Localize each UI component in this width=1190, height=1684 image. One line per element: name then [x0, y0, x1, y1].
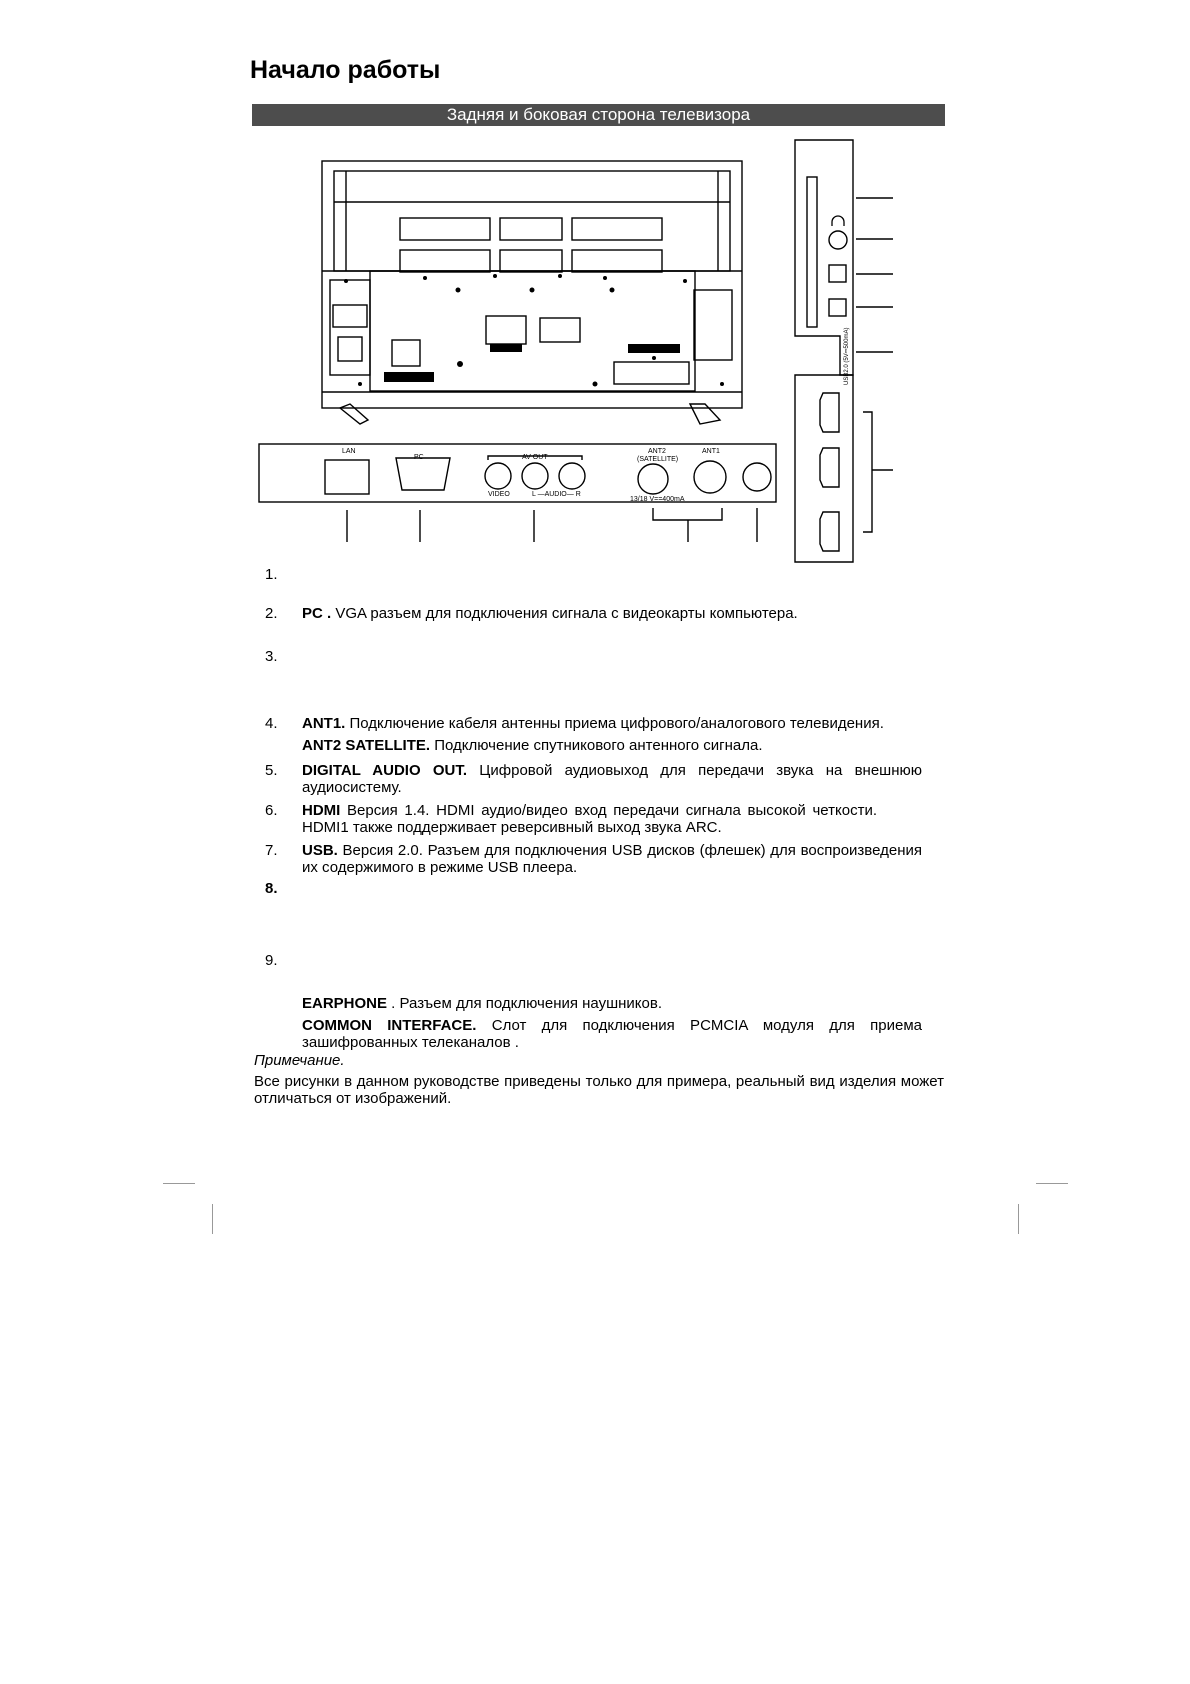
item-4b-term: ANT2 SATELLITE. — [302, 737, 431, 754]
item-8-number: 8. — [265, 880, 278, 897]
crop-mark — [212, 1204, 213, 1234]
video-label: VIDEO — [488, 491, 510, 498]
item-3-number: 3. — [265, 648, 278, 665]
crop-mark — [1036, 1183, 1068, 1184]
note-text: Все рисунки в данном руководстве приведены только для примера, реальный вид изделия может отличаться от изображений. — [254, 1073, 944, 1107]
earphone-desc: . Разъем для подключения наушников. — [387, 995, 663, 1012]
pc-label: PC — [414, 454, 424, 461]
item-5-number: 5. — [265, 762, 278, 779]
item-7-desc: Версия 2.0. Разъем для подключения USB дисков (флешек) для воспроизведения их содержимого в режиме USB плеера. — [302, 842, 922, 876]
item-5-term: DIGITAL AUDIO OUT. — [302, 762, 468, 779]
earphone-term: EARPHONE — [302, 995, 388, 1012]
item-1-number: 1. — [265, 566, 278, 583]
item-2-desc: VGA разъем для подключения сигнала с видеокарты компьютера. — [331, 605, 798, 622]
section-banner: Задняя и боковая сторона телевизора — [252, 104, 945, 126]
item-2-text — [302, 605, 942, 622]
usb-side-label: USB2.0 (5V⎓500mA) — [844, 327, 850, 385]
headphone-icon — [832, 216, 844, 226]
audio-label: L —AUDIO— R — [532, 491, 581, 498]
ant2-power-label: 13/18 V==400mA — [630, 496, 685, 503]
common-interface-term: COMMON INTERFACE. — [302, 1017, 477, 1034]
item-4b-text — [302, 737, 942, 754]
item-7-text — [302, 842, 922, 876]
crop-mark — [1018, 1204, 1019, 1234]
ant2-label: ANT2 — [648, 448, 666, 455]
ant1-label: ANT1 — [702, 448, 720, 455]
item-6-desc: Версия 1.4. HDMI аудио/видео вход передачи сигнала высокой четкости. HDMI1 также поддерживает реверсивный выход звука ARC. — [302, 802, 877, 836]
item-7-number: 7. — [265, 842, 278, 859]
page-title: Начало работы — [250, 56, 441, 84]
item-7-term: USB. — [302, 842, 338, 859]
crop-mark — [163, 1183, 195, 1184]
item-6-term: HDMI — [302, 802, 341, 819]
item-4-number: 4. — [265, 715, 278, 732]
tv-back-diagram — [250, 136, 910, 576]
common-interface-desc: Слот для подключения PCMCIA модуля для приема зашифрованных телеканалов . — [302, 1017, 922, 1051]
common-interface-text — [302, 1017, 922, 1051]
item-6-number: 6. — [265, 802, 278, 819]
item-4-desc: Подключение кабеля антенны приема цифрового/аналогового телевидения. — [345, 715, 884, 732]
item-2-term: PC . — [302, 605, 332, 622]
item-6-text — [302, 802, 877, 836]
lan-label: LAN — [342, 448, 356, 455]
item-5-text — [302, 762, 922, 796]
item-4b-desc: Подключение спутникового антенного сигнала. — [430, 737, 763, 754]
av-out-label: AV OUT — [522, 454, 548, 461]
item-4-term: ANT1. — [302, 715, 346, 732]
item-2-number: 2. — [265, 605, 278, 622]
item-9-number: 9. — [265, 952, 278, 969]
satellite-label: (SATELLITE) — [637, 456, 679, 463]
item-4-text — [302, 715, 942, 732]
earphone-text — [302, 995, 942, 1012]
item-5-desc: Цифровой аудиовыход для передачи звука на внешнюю аудиосистему. — [302, 762, 922, 796]
note-title: Примечание. — [254, 1052, 345, 1069]
